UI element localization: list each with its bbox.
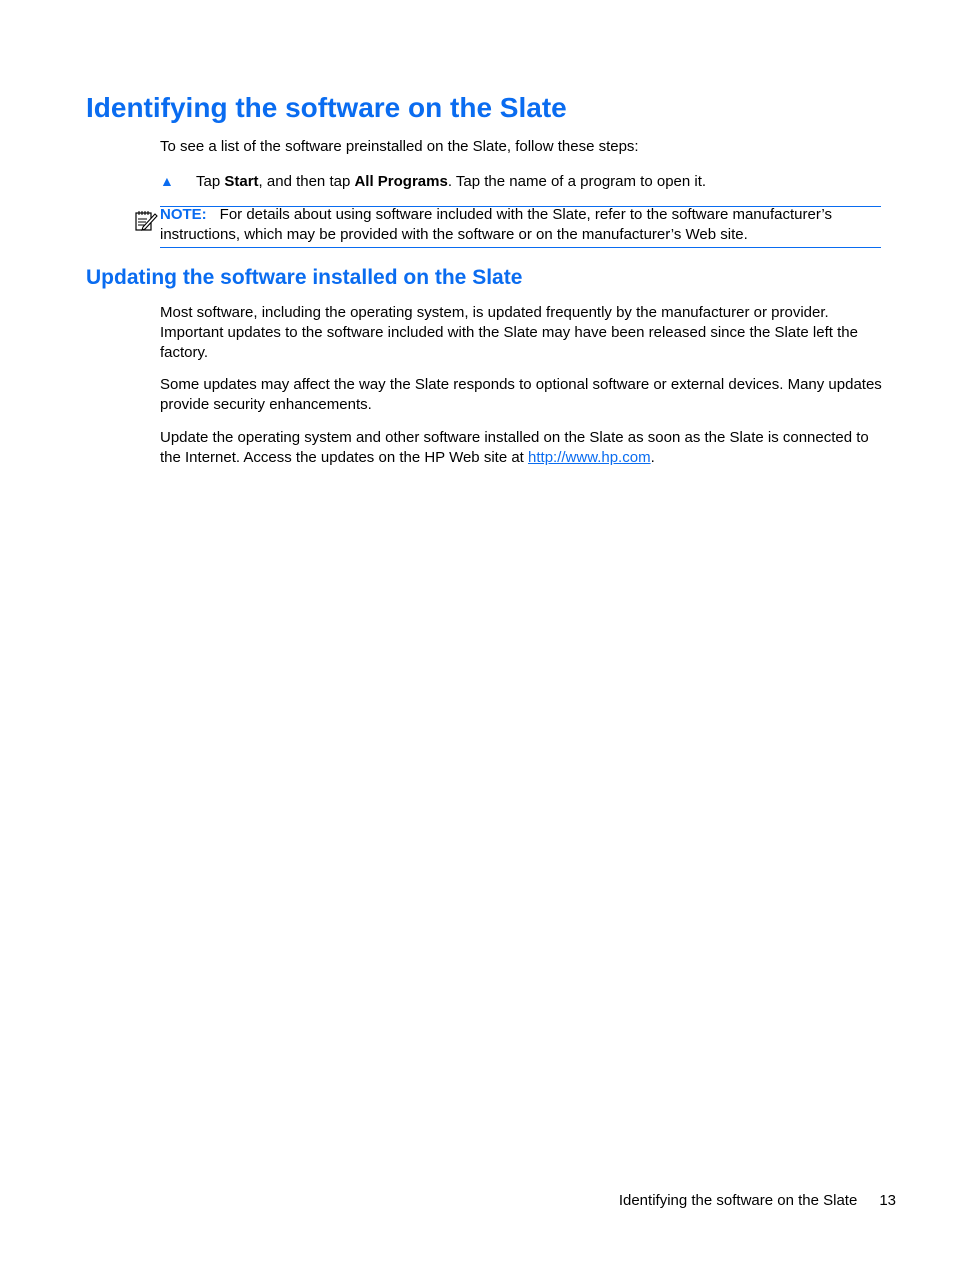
- triangle-bullet-icon: ▲: [160, 173, 174, 189]
- page-title: Identifying the software on the Slate: [86, 92, 567, 123]
- step-item: [160, 171, 706, 192]
- note-label: NOTE:: [160, 206, 207, 223]
- paragraph-3-end: .: [650, 449, 655, 466]
- hp-website-link[interactable]: http://www.hp.com: [528, 449, 651, 466]
- step-text-2: , and then tap: [258, 173, 355, 190]
- step-text-3: . Tap the name of a program to open it.: [447, 173, 707, 190]
- section-title: Updating the software installed on the Slate: [86, 266, 523, 289]
- note-text-block: [160, 205, 884, 245]
- intro-text: To see a list of the software preinstalled on the Slate, follow these steps:: [160, 138, 639, 155]
- footer-section-name: Identifying the software on the Slate: [618, 1192, 858, 1209]
- page-number: 13: [879, 1192, 896, 1209]
- section-paragraph-1: Most software, including the operating system, is updated frequently by the manufacturer or provider. Important updates to the software included with the Slate may have been released since the Slate left the factory.: [160, 304, 858, 361]
- step-text-1: Tap: [196, 173, 225, 190]
- paragraph-3-text: Update the operating system and other software installed on the Slate as soon as the Slate is connected to the Internet. Access the updates on the HP Web site at: [160, 429, 869, 466]
- section-paragraph-3: [160, 428, 884, 468]
- page-footer: [619, 1191, 896, 1211]
- step-start-label: Start: [224, 173, 259, 190]
- step-all-programs-label: All Programs: [354, 173, 448, 190]
- section-paragraph-2: Some updates may affect the way the Slate responds to optional software or external devices. Many updates provide security enhancements.: [160, 376, 882, 413]
- note-pad-icon: [134, 208, 158, 232]
- note-body: For details about using software included with the Slate, refer to the software manufacturer’s instructions, which may be provided with the software or on the manufacturer’s Web site.: [160, 206, 832, 243]
